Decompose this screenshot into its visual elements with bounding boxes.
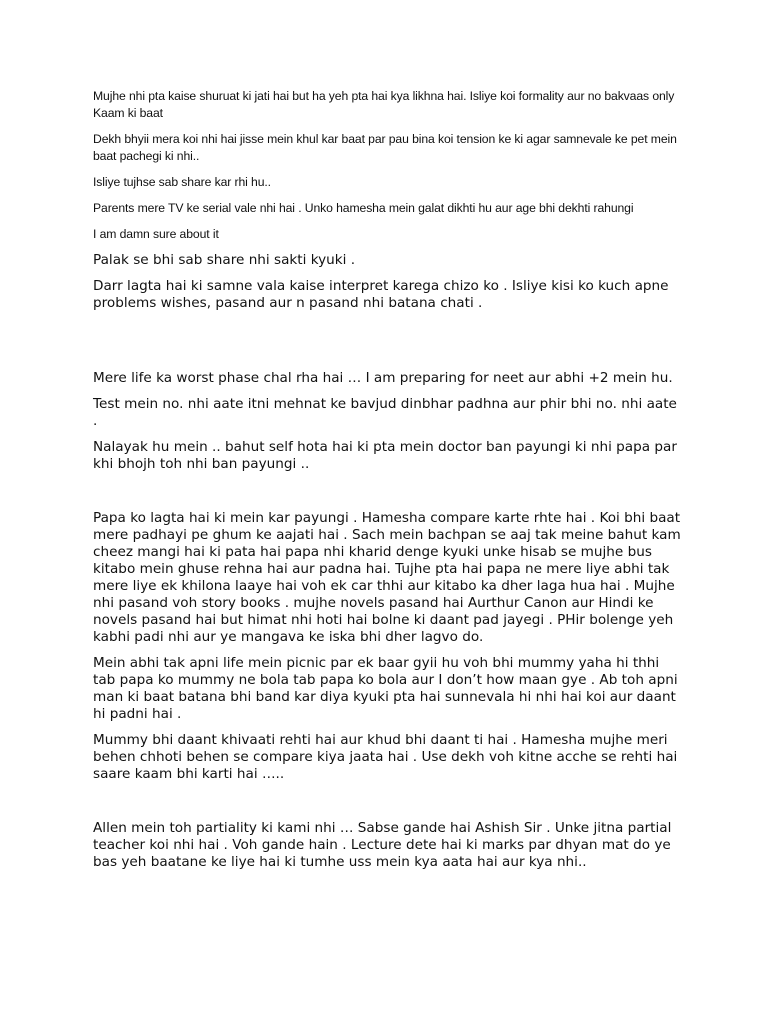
document-page (93, 88, 683, 880)
paragraph-intro: Mujhe nhi pta kaise shuruat ki jati hai but ha yeh pta hai kya likhna hai. Isliye koi formality aur no bakvaas only Kaam ki baat (93, 89, 675, 120)
paragraph-allen: Allen mein toh partiality ki kami nhi … Sabse gande hai Ashish Sir . Unke jitna partial teacher koi nhi hai . Voh gande hain . Lecture dete hai ki marks par dhyan mat do ye bas yeh baatane ke liye hai ki tumhe uss mein kya aata hai aur kya nhi.. (93, 820, 672, 870)
paragraph-test: Test mein no. nhi aate itni mehnat ke bavjud dinbhar padhna aur phir bhi no. nhi aate . (93, 396, 677, 429)
paragraph-parents: Parents mere TV ke serial vale nhi hai . Unko hamesha mein galat dikhti hu aur age bhi dekhti rahungi (93, 201, 634, 215)
paragraph-nalayak: Nalayak hu mein .. bahut self hota hai ki pta mein doctor ban payungi ki nhi papa par khi bhojh toh nhi ban payungi .. (93, 439, 677, 472)
paragraph-papa: Papa ko lagta hai ki mein kar payungi . Hamesha compare karte rhte hai . Koi bhi baat mere padhayi pe ghum ke aajati hai . Sach mein bachpan se aaj tak meine bahut kam cheez mangi hai ki pata hai papa nhi kharid denge kyuki unke hisab se mujhe bus kitabo mein ghuse rehna hai aur padna hai. Tujhe pta hai papa ne mere liye abhi tak mere liye ek khilona laaye hai voh ek car thhi aur kitabo ka dher laga hua hai . Mujhe nhi pasand voh story books . mujhe novels pasand hai Aurthur Canon aur Hindi ke novels pasand hai but himat nhi hoti hai bolne ki daant pad jayegi . PHir bolenge yeh kabhi padi nhi aur ye mangava ke iska bhi dher lagvo do. (93, 510, 681, 645)
paragraph-sure: I am damn sure about it (93, 227, 219, 241)
paragraph-darr: Darr lagta hai ki samne vala kaise interpret karega chizo ko . Isliye kisi ko kuch apne problems wishes, pasand aur n pasand nhi batana chati . (93, 278, 669, 311)
paragraph-mummy: Mummy bhi daant khivaati rehti hai aur khud bhi daant ti hai . Hamesha mujhe meri behen chhoti behen se compare kiya jaata hai . Use dekh voh kitne acche se rehti hai saare kaam bhi karti hai ….. (93, 732, 678, 782)
paragraph-picnic: Mein abhi tak apni life mein picnic par ek baar gyii hu voh bhi mummy yaha hi thhi tab papa ko mummy ne bola tab papa ko bola aur I don’t how maan gye . Ab toh apni man ki baat batana bhi band kar diya kyuki pta hai sunnevala hi nhi hai koi aur daant hi padni hai . (93, 655, 678, 722)
paragraph-worst-phase: Mere life ka worst phase chal rha hai … I am preparing for neet aur abhi +2 mein hu. (93, 370, 673, 386)
paragraph-no-one: Dekh bhyii mera koi nhi hai jisse mein khul kar baat par pau bina koi tension ke ki agar samnevale ke pet mein baat pachegi ki nhi.. (93, 132, 677, 163)
paragraph-palak: Palak se bhi sab share nhi sakti kyuki . (93, 252, 356, 268)
paragraph-share: Isliye tujhse sab share kar rhi hu.. (93, 175, 271, 189)
